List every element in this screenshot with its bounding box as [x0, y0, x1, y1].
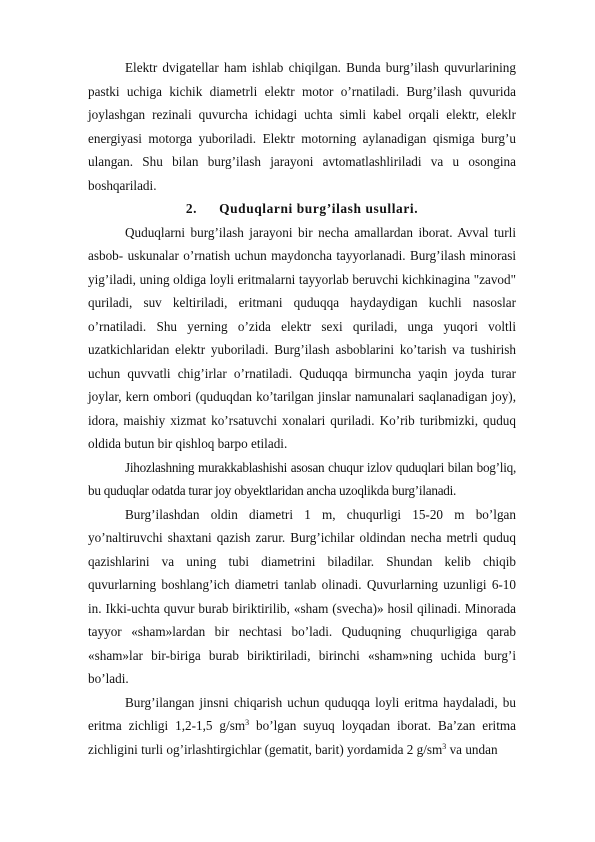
drilling-fluid-text-c: va undan: [446, 741, 498, 757]
section-number: 2.: [185, 201, 198, 216]
section-title: Quduqlarni burg’ilash usullari.: [219, 201, 419, 216]
superscript-cubed: 3: [245, 718, 250, 727]
paragraph-drilling-fluid: [88, 691, 516, 762]
paragraph-guide-shaft: Burg’ilashdan oldin diametri 1 m, chuqurligi 15-20 m bo’lgan yo’naltiruvchi shaxtani qazish zarur. Burg’ichilar oldindan necha metrli quduq qazishlarini va uning tubi diametrini biladilar. Shundan kelib chiqib quvurlarning boshlang’ich diametri tanlab olinadi. Quvurlarning uzunligi 6-10 in. Ikki-uchta quvur burab biriktirilib, «sham (svecha)» hosil qilinadi. Minorada tayyor «sham»lardan bir nechtasi bo’ladi. Quduqning chuqurligiga qarab «sham»lar bir-biriga burab biriktiriladi, birinchi «sham»ning uchida burg’i bo’ladi.: [88, 506, 516, 686]
section-heading: [88, 197, 516, 221]
paragraph-equipment-complexity: Jihozlashning murakkablashishi asosan chuqur izlov quduqlari bilan bog’liq, bu quduqlar odatda turar joy obyektlaridan ancha uzoqlikda burg’ilanadi.: [88, 459, 516, 498]
paragraph-electric-motors: Elektr dvigatellar ham ishlab chiqilgan. Bunda burg’ilash quvurlarining pastki uchiga kichik diametrli elektr motor o’rnatiladi. Burg’ilash quvurida joylashgan rezinali quvurcha ichidagi uchta simli kabel orqali elektr, eleklr energiyasi motorga yuboriladi. Elektr motorning aylanadigan qismiga burg’u ulangan. Shu bilan burg’ilash jarayoni avtomatlashliriladi va u osongina boshqariladi.: [88, 60, 516, 193]
drilling-fluid-text-a: Burg’ilangan jinsni chiqarish uchun quduqqa loyli eritma haydaladi, bu eritma zichligi 1,2-1,5 g/sm: [88, 694, 516, 733]
drilling-fluid-text-b: bo’lgan suyuq loyqadan iborat. Ba’zan eritma zichligini turli og’irlashtirgichlar (gematit, barit) yordamida 2 g/sm: [88, 718, 516, 757]
superscript-cubed: 3: [442, 741, 447, 751]
document-page: [88, 56, 516, 761]
paragraph-drilling-process: Quduqlarni burg’ilash jarayoni bir necha amallardan iborat. Avval turli asbob- uskunalar o’rnatish uchun maydoncha tayyorlanadi. Burg’ilash minorasi yig’iladi, uning oldiga loyli eritmalarni tayyorlab beruvchi kichkinagina "zavod" quriladi, suv keltiriladi, eritmani quduqqa haydaydigan kuchli nasoslar o’rnatiladi. Shu yerning o’zida elektr sexi quriladi, unga yuqori voltli uzatkichlaridan elektr yuboriladi. Burg’ilash asboblarini ko’tarish va tushirish uchun quvvatli chig’irlar o’rnatiladi. Quduqqa birmuncha yaqin joyda turar joylar, kern ombori (quduqdan ko’tarilgan jinslar namunalari saqlanadigan joy), idora, maishiy xizmat ko’rsatuvchi xonalari quriladi. Ko’rib turibmizki, quduq oldida butun bir qishloq barpo etiladi.: [88, 224, 516, 451]
